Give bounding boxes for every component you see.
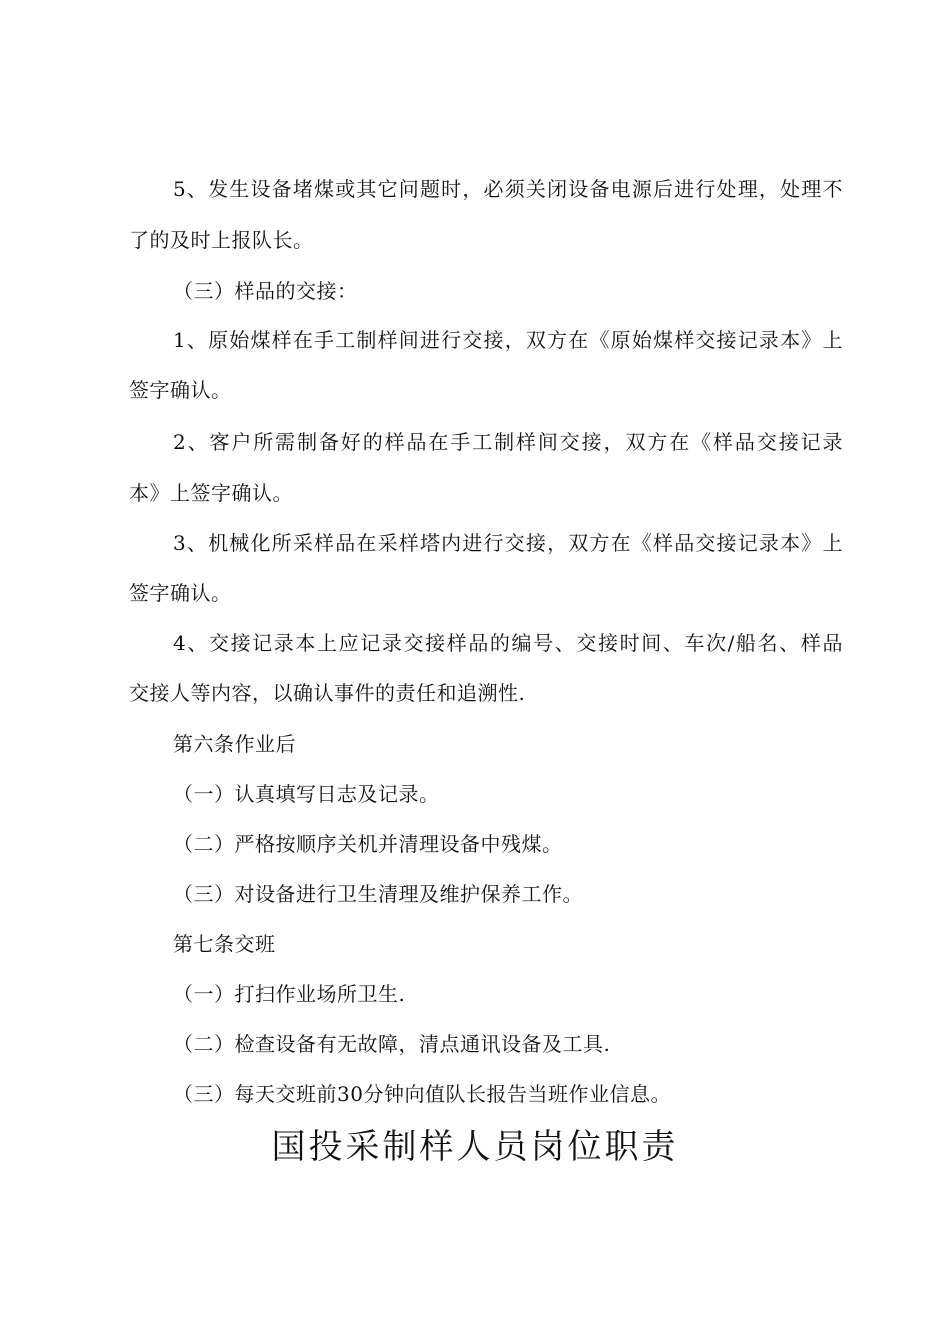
paragraph-2-line-2: 本》上签字确认。 [129, 481, 293, 505]
paragraph-5-line-1: 5、发生设备堵煤或其它问题时，必须关闭设备电源后进行处理，处理不 [173, 177, 843, 201]
paragraph-4-line-2: 交接人等内容，以确认事件的责任和追溯性. [129, 681, 526, 705]
section-sample-handover-heading: （三）样品的交接： [173, 279, 358, 303]
document-title: 国投采制样人员岗位职责 [271, 1127, 679, 1167]
article-7-item-2: （二）检查设备有无故障，清点通讯设备及工具. [173, 1032, 611, 1056]
article-6-heading: 第六条作业后 [173, 732, 296, 756]
paragraph-2-line-1: 2、客户所需制备好的样品在手工制样间交接，双方在《样品交接记录 [173, 430, 843, 454]
article-6-item-1: （一）认真填写日志及记录。 [173, 782, 440, 806]
article-6-item-2: （二）严格按顺序关机并清理设备中残煤。 [173, 832, 563, 856]
paragraph-1-line-2: 签字确认。 [129, 378, 232, 402]
paragraph-3-line-2: 签字确认。 [129, 581, 232, 605]
paragraph-1-line-1: 1、原始煤样在手工制样间进行交接，双方在《原始煤样交接记录本》上 [173, 328, 843, 352]
article-7-item-1: （一）打扫作业场所卫生. [173, 982, 406, 1006]
article-6-item-3: （三）对设备进行卫生清理及维护保养工作。 [173, 882, 583, 906]
article-7-item-3: （三）每天交班前30分钟向值队长报告当班作业信息。 [173, 1082, 671, 1106]
paragraph-5-line-2: 了的及时上报队长。 [129, 228, 314, 252]
paragraph-4-line-1: 4、交接记录本上应记录交接样品的编号、交接时间、车次/船名、样品 [173, 631, 843, 655]
article-7-heading: 第七条交班 [173, 932, 276, 956]
paragraph-3-line-1: 3、机械化所采样品在采样塔内进行交接，双方在《样品交接记录本》上 [173, 531, 843, 555]
